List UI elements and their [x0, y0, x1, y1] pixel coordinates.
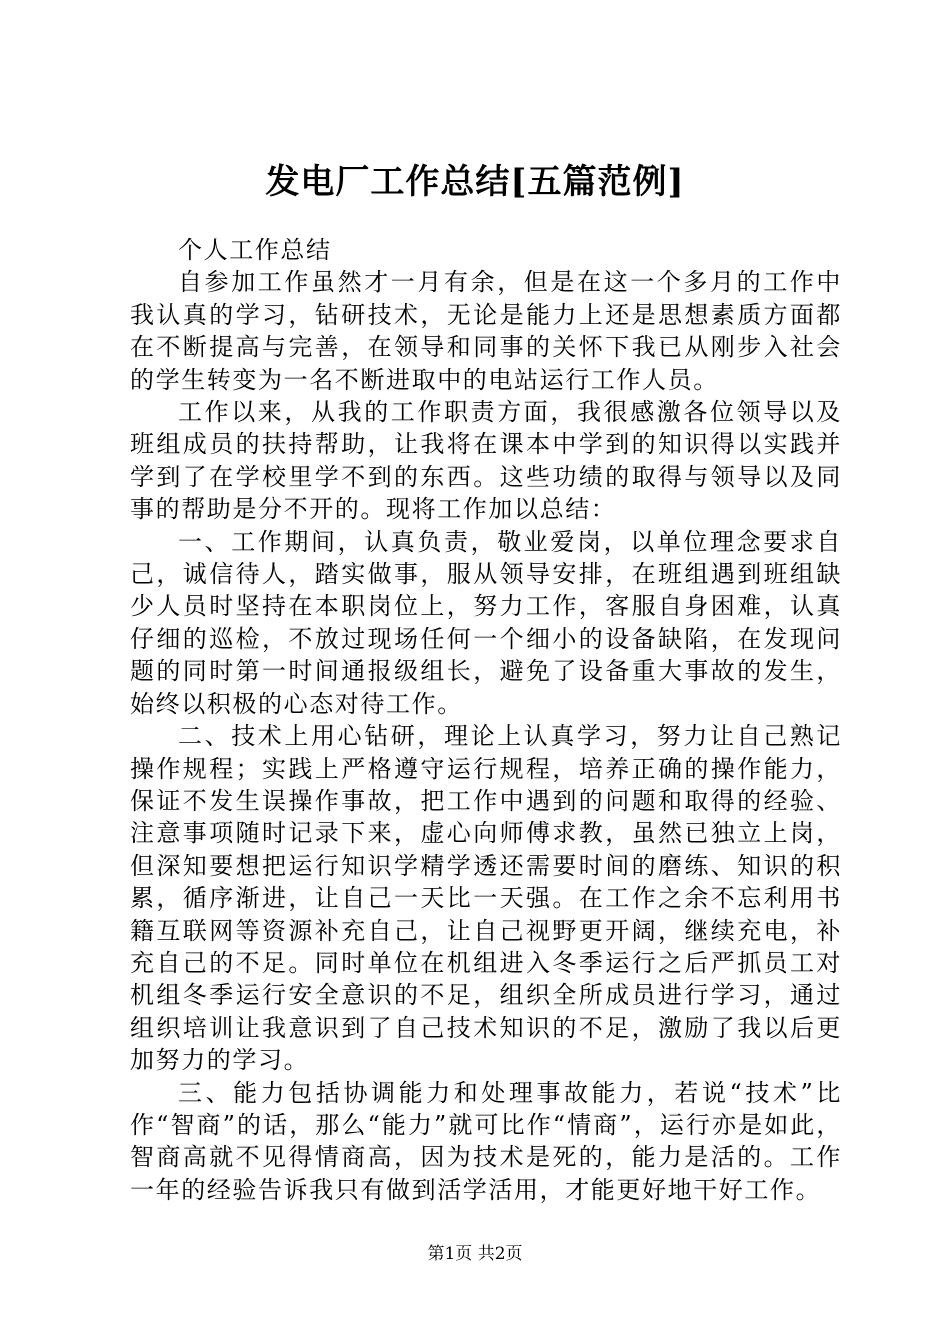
- paragraph: 一、工作期间，认真负责，敬业爱岗，以单位理念要求自己，诚信待人，踏实做事，服从领导安排，在班组遇到班组缺少人员时坚持在本职岗位上，努力工作，客服自身困难，认真仔细的巡检，不放过现场任何一个细小的设备缺陷，在发现问题的同时第一时间通报级组长，避免了设备重大事故的发生，始终以积极的心态对待工作。: [130, 527, 842, 718]
- section-heading: 个人工作总结: [178, 236, 332, 264]
- document-body: [130, 234, 842, 1206]
- paragraph: 自参加工作虽然才一月有余，但是在这一个多月的工作中我认真的学习，钻研技术，无论是能力上还是思想素质方面都在不断提高与完善，在领导和同事的关怀下我已从刚步入社会的学生转变为一名不断进取中的电站运行工作人员。: [130, 268, 842, 394]
- page-number-footer: 第1页 共2页: [427, 1244, 523, 1264]
- paragraph: 工作以来，从我的工作职责方面，我很感激各位领导以及班组成员的扶持帮助，让我将在课本中学到的知识得以实践并学到了在学校里学不到的东西。这些功绩的取得与领导以及同事的帮助是分不开的。现将工作加以总结：: [130, 398, 842, 524]
- paragraph: 三、能力包括协调能力和处理事故能力，若说“技术”比作“智商”的话，那么“能力”就可比作“情商”，运行亦是如此，智商高就不见得情商高，因为技术是死的，能力是活的。工作一年的经验告诉我只有做到活学活用，才能更好地干好工作。: [130, 1078, 842, 1204]
- document-title: 发电厂工作总结[五篇范例]: [265, 162, 685, 202]
- paragraph: 二、技术上用心钻研，理论上认真学习，努力让自己熟记操作规程；实践上严格遵守运行规程，培养正确的操作能力，保证不发生误操作事故，把工作中遇到的问题和取得的经验、注意事项随时记录下来，虚心向师傅求教，虽然已独立上岗，但深知要想把运行知识学精学透还需要时间的磨练、知识的积累，循序渐进，让自己一天比一天强。在工作之余不忘利用书籍互联网等资源补充自己，让自己视野更开阔，继续充电，补充自己的不足。同时单位在机组进入冬季运行之后严抓员工对机组冬季运行安全意识的不足，组织全所成员进行学习，通过组织培训让我意识到了自己技术知识的不足，激励了我以后更加努力的学习。: [130, 722, 842, 1075]
